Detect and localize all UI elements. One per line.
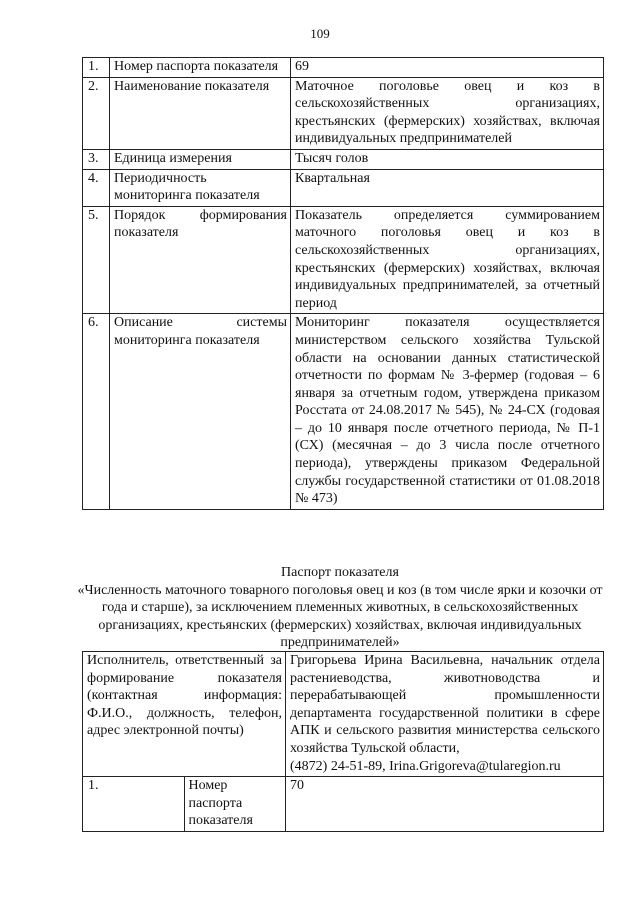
passport-subtitle: «Численность маточного товарного поголовья овец и коз (в том числе ярки и козочки от года и старше), за исключением племенных животных, в сельскохозяйственных организациях, крестьянских (фермерских) хозяйствах, включая индивидуальных предпринимателей» — [77, 582, 603, 651]
table-row — [83, 77, 604, 149]
indicator-passport-table-69 — [82, 57, 604, 510]
row-label: Периодичность мониторинга показателя — [110, 169, 291, 206]
executor-details: Григорьева Ирина Васильевна, начальник отдела растениеводства, животноводства и перерабатывающей промышленности департамента государственной политики в сфере АПК и сельского развития министерства сельского хозяйства Тульской области, — [290, 653, 600, 756]
passport-heading: Паспорт показателя — [281, 565, 399, 580]
row-number: 2. — [83, 77, 110, 149]
row-value: Мониторинг показателя осуществляется министерством сельского хозяйства Тульской области на основании данных статистической отчетности по формам № 3-фермер (годовая – 6 января за отчетным годом, утверждена приказом Росстата от 24.08.2017 № 545), № 24-СХ (годовая – до 10 января после отчетного периода, № П-1 (СХ) (месячная – до 3 числа после отчетного периода), утверждены приказом Федеральной службы государственной статистики от 01.08.2018 № 473) — [291, 314, 604, 510]
passport-title — [70, 564, 610, 652]
row-number: 1. — [83, 58, 110, 78]
row-value: Показатель определяется суммированием маточного поголовья овец и коз в сельскохозяйственных организациях, крестьянских (фермерских) хозяйствах, включая индивидуальных предпринимателей, за отчетный период — [291, 206, 604, 314]
row-number: 4. — [83, 169, 110, 206]
row-number: 6. — [83, 314, 110, 510]
table-row — [83, 58, 604, 78]
page-number: 109 — [310, 26, 330, 41]
executor-contact: (4872) 24-51-89, Irina.Grigoreva@tularegion.ru — [290, 758, 561, 774]
table-row — [83, 777, 604, 832]
row-label: Порядок формирования показателя — [110, 206, 291, 314]
executor-value — [286, 652, 604, 777]
row-label: Наименование показателя — [110, 77, 291, 149]
table-row — [83, 169, 604, 206]
row-value: Квартальная — [291, 169, 604, 206]
executor-label: Исполнитель, ответственный за формирование показателя (контактная информация: Ф.И.О., должность, телефон, адрес электронной почты) — [83, 652, 286, 777]
indicator-passport-table-70 — [82, 651, 604, 832]
row-number: 1. — [83, 777, 185, 832]
row-label: Номер паспорта показателя — [184, 777, 286, 832]
table-row — [83, 149, 604, 169]
row-value: Маточное поголовье овец и коз в сельскохозяйственных организациях, крестьянских (фермерских) хозяйствах, включая индивидуальных предпринимателей — [291, 77, 604, 149]
row-label: Единица измерения — [110, 149, 291, 169]
row-value: 70 — [286, 777, 604, 832]
row-number: 3. — [83, 149, 110, 169]
table-row — [83, 206, 604, 314]
row-label: Описание системы мониторинга показателя — [110, 314, 291, 510]
row-label: Номер паспорта показателя — [110, 58, 291, 78]
row-number: 5. — [83, 206, 110, 314]
executor-row — [83, 652, 604, 777]
row-value: 69 — [291, 58, 604, 78]
table-row — [83, 314, 604, 510]
row-value: Тысяч голов — [291, 149, 604, 169]
